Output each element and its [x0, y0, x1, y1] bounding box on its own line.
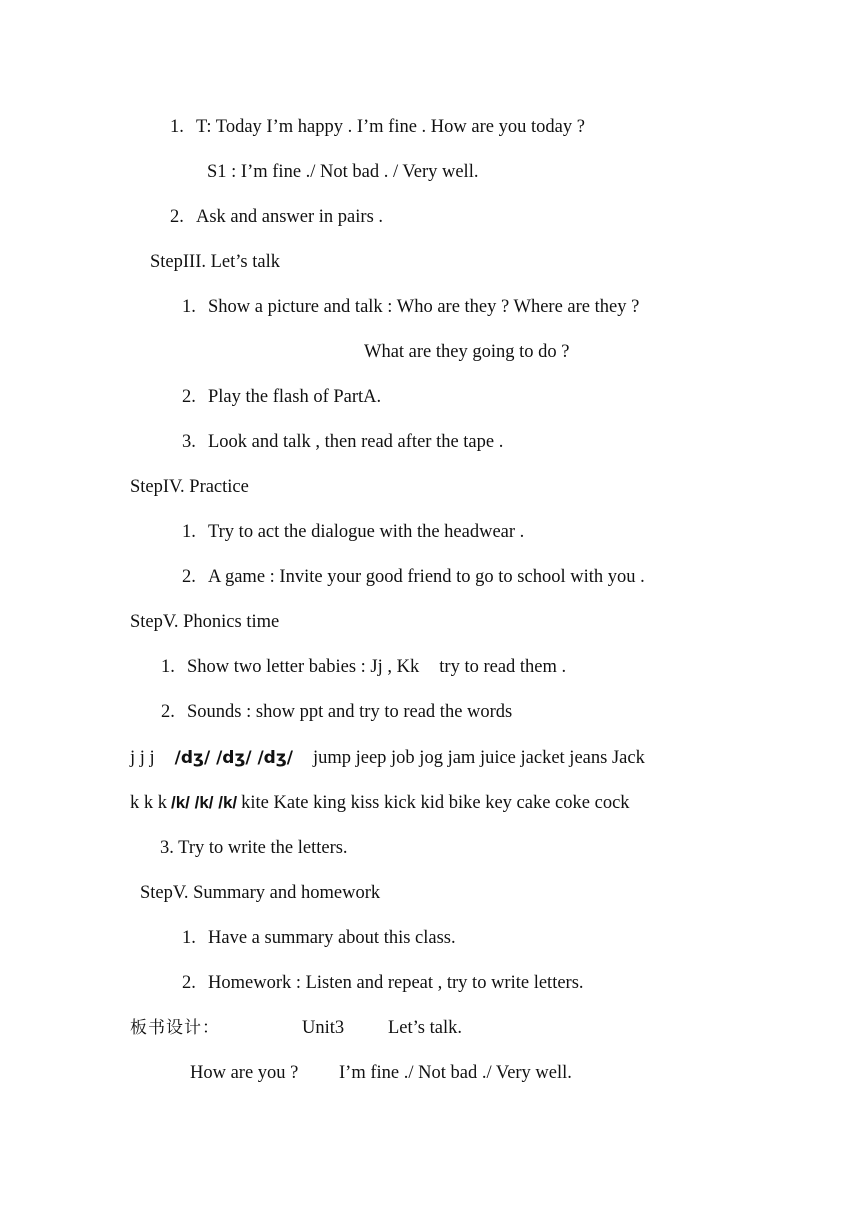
phonics-letters: k k k — [130, 793, 167, 813]
list-item — [161, 701, 512, 723]
board-question: How are you ? — [190, 1063, 299, 1083]
item-text: Have a summary about this class. — [208, 928, 456, 948]
list-item — [182, 296, 639, 318]
item-number: 2. — [161, 702, 175, 722]
item-text: T: Today I’m happy . I’m fine . How are you today ? — [196, 117, 585, 137]
list-item — [182, 431, 503, 453]
list-item — [170, 116, 585, 138]
list-item — [161, 656, 566, 678]
item-text: Ask and answer in pairs . — [196, 207, 384, 227]
phonics-words: jump jeep job jog jam juice jacket jeans Jack — [312, 748, 645, 768]
item-number: 1. — [182, 297, 196, 317]
item-text: Try to act the dialogue with the headwear . — [208, 522, 525, 542]
list-item — [170, 206, 383, 228]
section-heading: StepIV. Practice — [130, 477, 249, 497]
item-text: Show a picture and talk : Who are they ? Where are they ? — [208, 297, 640, 317]
item-text: Sounds : show ppt and try to read the words — [187, 702, 513, 722]
phonics-ipa: /k/ /k/ /k/ — [171, 793, 238, 812]
phonics-line-k — [130, 792, 630, 814]
section-heading: StepIII. Let’s talk — [150, 252, 280, 272]
item-text: Play the flash of PartA. — [208, 387, 382, 407]
item-text: Homework : Listen and repeat , try to write letters. — [208, 973, 584, 993]
reply-text: S1 : I’m fine ./ Not bad . / Very well. — [207, 162, 479, 182]
item-number: 2. — [182, 387, 196, 407]
section-heading: StepV. Phonics time — [130, 612, 280, 632]
board-design-line — [130, 1017, 220, 1039]
item-text: A game : Invite your good friend to go to school with you . — [208, 567, 645, 587]
list-item — [182, 927, 456, 949]
list-item — [182, 972, 584, 994]
item-number: 2. — [182, 567, 196, 587]
item-number: 1. — [182, 928, 196, 948]
board-unit: Unit3 — [302, 1018, 345, 1038]
item-number: 1. — [170, 117, 184, 137]
board-label: 板书设计： — [130, 1018, 220, 1038]
board-title: Let’s talk. — [388, 1018, 462, 1038]
list-item — [182, 566, 645, 588]
item-number: 1. — [182, 522, 196, 542]
item-number: 2. — [182, 973, 196, 993]
item-tail: try to read them . — [439, 657, 567, 677]
phonics-line-j — [130, 747, 645, 769]
item-number: 2. — [170, 207, 184, 227]
phonics-words: kite Kate king kiss kick kid bike key cake coke cock — [241, 793, 630, 813]
list-item — [182, 521, 524, 543]
item-text: Look and talk , then read after the tape . — [208, 432, 504, 452]
phonics-ipa: /dʒ/ /dʒ/ /dʒ/ — [174, 748, 293, 768]
list-item: 3. Try to write the letters. — [160, 838, 348, 858]
board-answer: I’m fine ./ Not bad ./ Very well. — [339, 1063, 572, 1083]
section-heading: StepV. Summary and homework — [140, 883, 381, 903]
phonics-letters: j j j — [130, 748, 155, 768]
item-text: Show two letter babies : Jj , Kk — [187, 657, 420, 677]
item-number: 3. — [182, 432, 196, 452]
item-continuation: What are they going to do ? — [364, 342, 570, 362]
item-number: 1. — [161, 657, 175, 677]
list-item — [182, 386, 381, 408]
